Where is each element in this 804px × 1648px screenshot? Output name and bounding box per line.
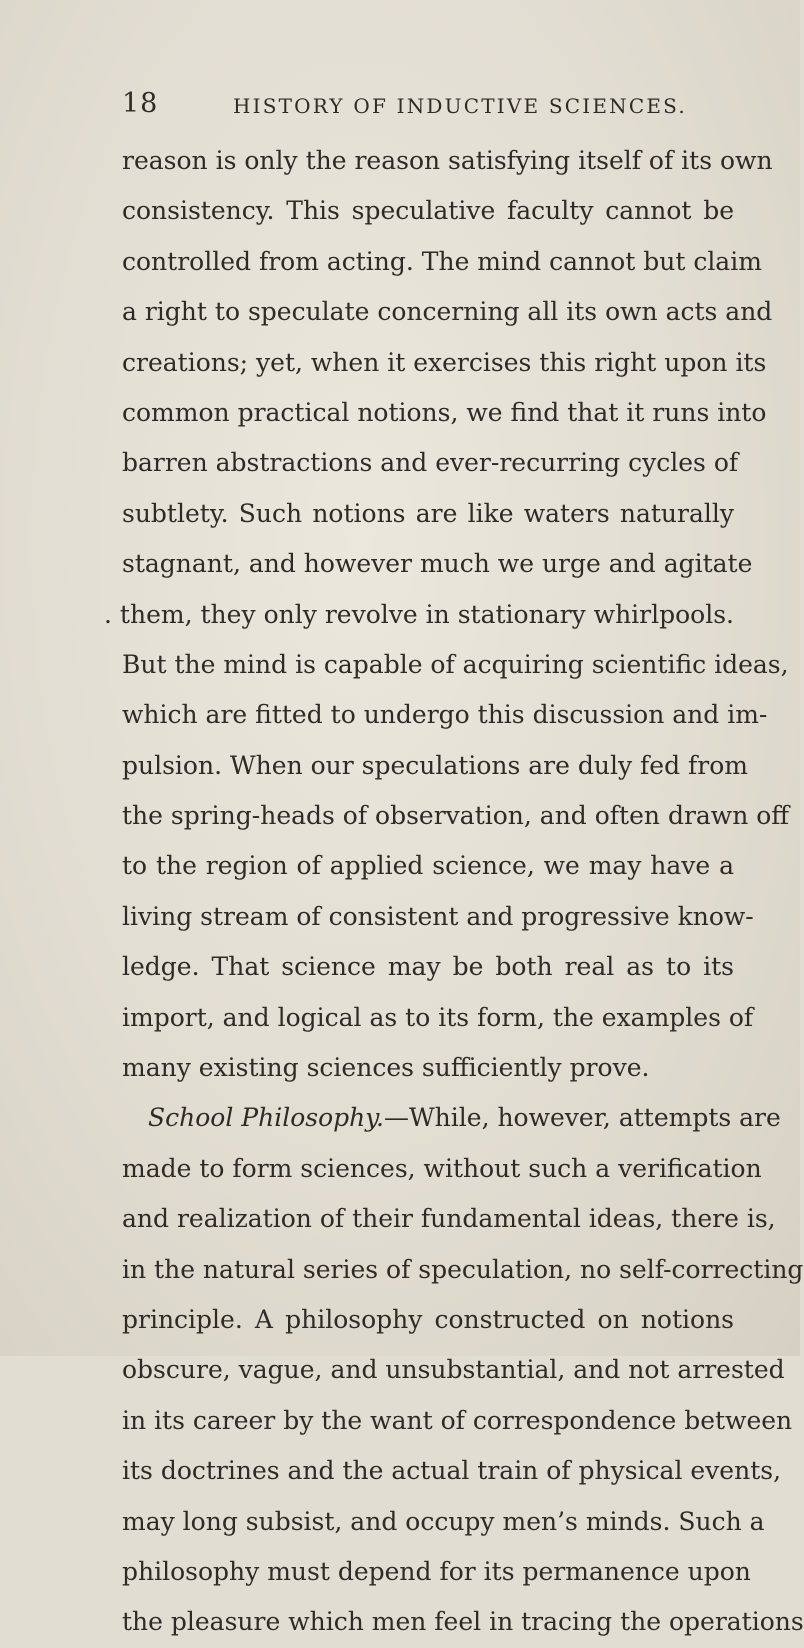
text-line: to the region of applied science, we may have a: [122, 851, 734, 881]
text-line: many existing sciences sufficiently prove.: [122, 1053, 650, 1083]
text-line: consistency. This speculative faculty cannot be: [122, 196, 734, 226]
text-line: made to form sciences, without such a verification: [122, 1153, 762, 1183]
page-number: 18: [122, 88, 159, 119]
text-line: pulsion. When our speculations are duly fed from: [122, 750, 748, 780]
text-line: a right to speculate concerning all its own acts and: [122, 297, 773, 327]
text-line: common practical notions, we find that it runs into: [122, 397, 767, 427]
text-line: and realization of their fundamental ideas, there is,: [122, 1204, 776, 1234]
text-line: subtlety. Such notions are like waters naturally: [122, 498, 734, 528]
text-line: barren abstractions and ever-recurring cycles of: [122, 448, 739, 478]
section-first-line: [122, 1093, 781, 1143]
text-line: reason is only the reason satisfying itself of its own: [122, 146, 773, 175]
text-line: principle. A philosophy constructed on notions: [122, 1304, 734, 1334]
text-line: import, and logical as to its form, the examples of: [122, 1002, 754, 1032]
text-line: ledge. That science may be both real as to its: [122, 952, 734, 982]
text-line: But the mind is capable of acquiring scientific ideas,: [122, 649, 789, 679]
text-line: living stream of consistent and progressive know-: [122, 901, 754, 931]
text-line: which are fitted to undergo this discussion and im-: [122, 700, 768, 730]
text-line: . them, they only revolve in stationary whirlpools.: [104, 599, 734, 629]
page-header: [0, 88, 800, 128]
section-heading: School Philosophy.: [148, 1103, 384, 1133]
body-text: [104, 136, 804, 1648]
text-line: the spring-heads of observation, and often drawn off: [122, 801, 790, 831]
section-first-line-rest: —While, however, attempts are: [383, 1103, 781, 1133]
text-line: in its career by the want of correspondence between: [122, 1405, 793, 1435]
text-line: its doctrines and the actual train of physical events,: [122, 1456, 782, 1486]
text-line: controlled from acting. The mind cannot but claim: [122, 246, 762, 276]
running-head: HISTORY OF INDUCTIVE SCIENCES.: [233, 94, 687, 118]
text-line: may long subsist, and occupy men’s minds. Such a: [122, 1506, 765, 1536]
text-line: stagnant, and however much we urge and agitate: [122, 549, 753, 579]
text-line: the pleasure which men feel in tracing the operations: [122, 1607, 804, 1637]
text-line: in the natural series of speculation, no self-correcting: [122, 1254, 804, 1284]
text-line: obscure, vague, and unsubstantial, and not arrested: [122, 1355, 785, 1385]
text-line: philosophy must depend for its permanence upon: [122, 1556, 751, 1586]
text-line: creations; yet, when it exercises this right upon its: [122, 347, 767, 377]
